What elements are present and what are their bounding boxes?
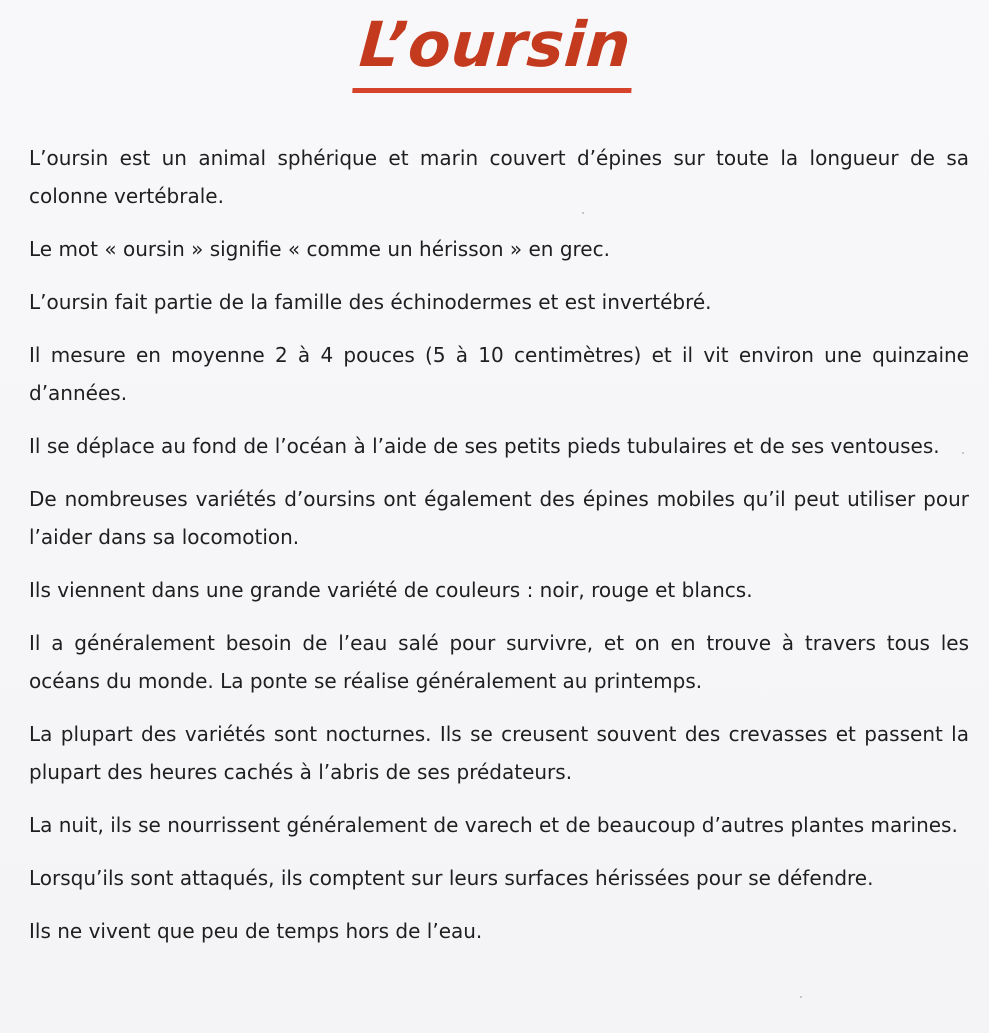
paragraph-1: L’oursin est un animal sphérique et marin couvert d’épines sur toute la longueur de sa colonne vertébrale. [29,146,969,208]
paragraph-7: Ils viennent dans une grande variété de couleurs : noir, rouge et blancs. [29,578,753,602]
title-container [0,8,989,93]
paragraph-3: L’oursin fait partie de la famille des échinodermes et est invertébré. [29,290,712,314]
paragraph-10: La nuit, ils se nourrissent généralement de varech et de beaucoup d’autres plantes marines. [29,813,958,837]
paragraph-2: Le mot « oursin » signifie « comme un hérisson » en grec. [29,237,610,261]
paragraph-11: Lorsqu’ils sont attaqués, ils comptent sur leurs surfaces hérissées pour se défendre. [29,866,874,890]
paragraph-6: De nombreuses variétés d’oursins ont également des épines mobiles qu’il peut utiliser pour l’aider dans sa locomotion. [29,487,969,549]
scan-speck [800,996,802,998]
paragraph-9: La plupart des variétés sont nocturnes. Ils se creusent souvent des crevasses et passent la plupart des heures cachés à l’abris de ses prédateurs. [29,722,969,784]
paragraph-12: Ils ne vivent que peu de temps hors de l’eau. [29,919,483,943]
paragraph-4: Il mesure en moyenne 2 à 4 pouces (5 à 10 centimètres) et il vit environ une quinzaine d’années. [29,343,969,405]
page-title: L’oursin [352,14,637,93]
paragraph-5: Il se déplace au fond de l’océan à l’aide de ses petits pieds tubulaires et de ses ventouses. [29,434,940,458]
document-body [29,139,969,965]
paragraph-8: Il a généralement besoin de l’eau salé pour survivre, et on en trouve à travers tous les océans du monde. La ponte se réalise généralement au printemps. [29,631,969,693]
scan-speck [962,452,964,454]
scan-speck [582,212,584,214]
